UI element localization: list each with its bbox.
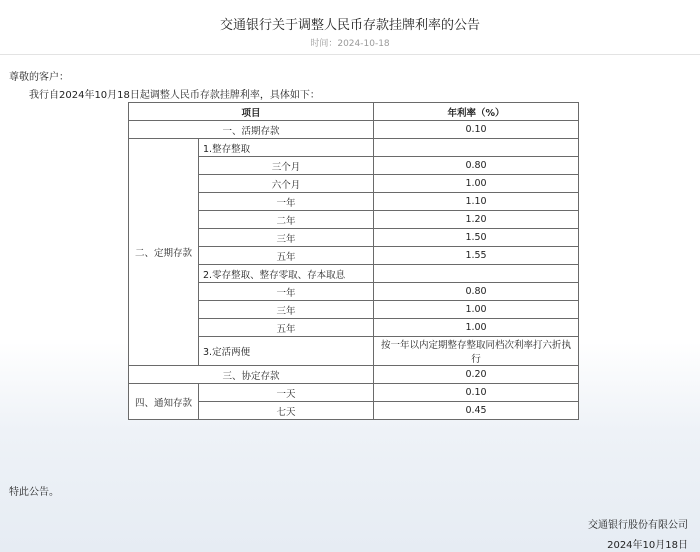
table-header-row	[129, 103, 579, 121]
category-dingqi: 二、定期存款	[129, 139, 199, 366]
category-xieding: 三、协定存款	[129, 366, 374, 384]
rate-value: 1.10	[374, 193, 579, 211]
closing-text: 特此公告。	[9, 487, 59, 498]
term-label: 二年	[199, 211, 374, 229]
term-label: 七天	[199, 402, 374, 420]
publish-time: 时间：2024-10-18	[310, 39, 390, 49]
subcategory-dinghuo: 3.定活两便	[199, 337, 374, 366]
table-row	[129, 384, 579, 402]
col-header-item: 项目	[129, 103, 374, 121]
term-label: 一年	[199, 193, 374, 211]
rate-value: 1.55	[374, 247, 579, 265]
rate-value: 1.00	[374, 301, 579, 319]
page-title: 交通银行关于调整人民币存款挂牌利率的公告	[219, 18, 480, 33]
term-label: 一天	[199, 384, 374, 402]
category-tongzhi: 四、通知存款	[129, 384, 199, 420]
rate-value: 1.00	[374, 319, 579, 337]
rate-value: 按一年以内定期整存整取同档次利率打六折执行	[374, 337, 579, 366]
rate-value: 0.10	[374, 121, 579, 139]
rate-value: 0.10	[374, 384, 579, 402]
term-label: 五年	[199, 319, 374, 337]
table-row	[129, 121, 579, 139]
term-label: 六个月	[199, 175, 374, 193]
term-label: 三年	[199, 301, 374, 319]
greeting: 尊敬的客户：	[9, 72, 69, 83]
rate-value: 0.80	[374, 157, 579, 175]
rate-value-empty	[374, 265, 579, 283]
term-label: 三年	[199, 229, 374, 247]
term-label: 一年	[199, 283, 374, 301]
category-huoqi: 一、活期存款	[129, 121, 374, 139]
intro-text: 我行自2024年10月18日起调整人民币存款挂牌利率，具体如下：	[29, 90, 320, 101]
signature-org: 交通银行股份有限公司	[588, 520, 688, 531]
table-row	[129, 366, 579, 384]
rate-value: 0.80	[374, 283, 579, 301]
subcategory-lingcun: 2.零存整取、整存零取、存本取息	[199, 265, 374, 283]
col-header-rate: 年利率（%）	[374, 103, 579, 121]
header-divider	[0, 54, 700, 55]
rate-value: 0.20	[374, 366, 579, 384]
rate-value: 1.50	[374, 229, 579, 247]
term-label: 三个月	[199, 157, 374, 175]
subcategory-zhengcun: 1.整存整取	[199, 139, 374, 157]
rate-table	[128, 102, 579, 420]
term-label: 五年	[199, 247, 374, 265]
rate-value: 1.00	[374, 175, 579, 193]
table-row	[129, 139, 579, 157]
rate-value: 0.45	[374, 402, 579, 420]
rate-value: 1.20	[374, 211, 579, 229]
signature-date: 2024年10月18日	[607, 540, 688, 551]
rate-value-empty	[374, 139, 579, 157]
